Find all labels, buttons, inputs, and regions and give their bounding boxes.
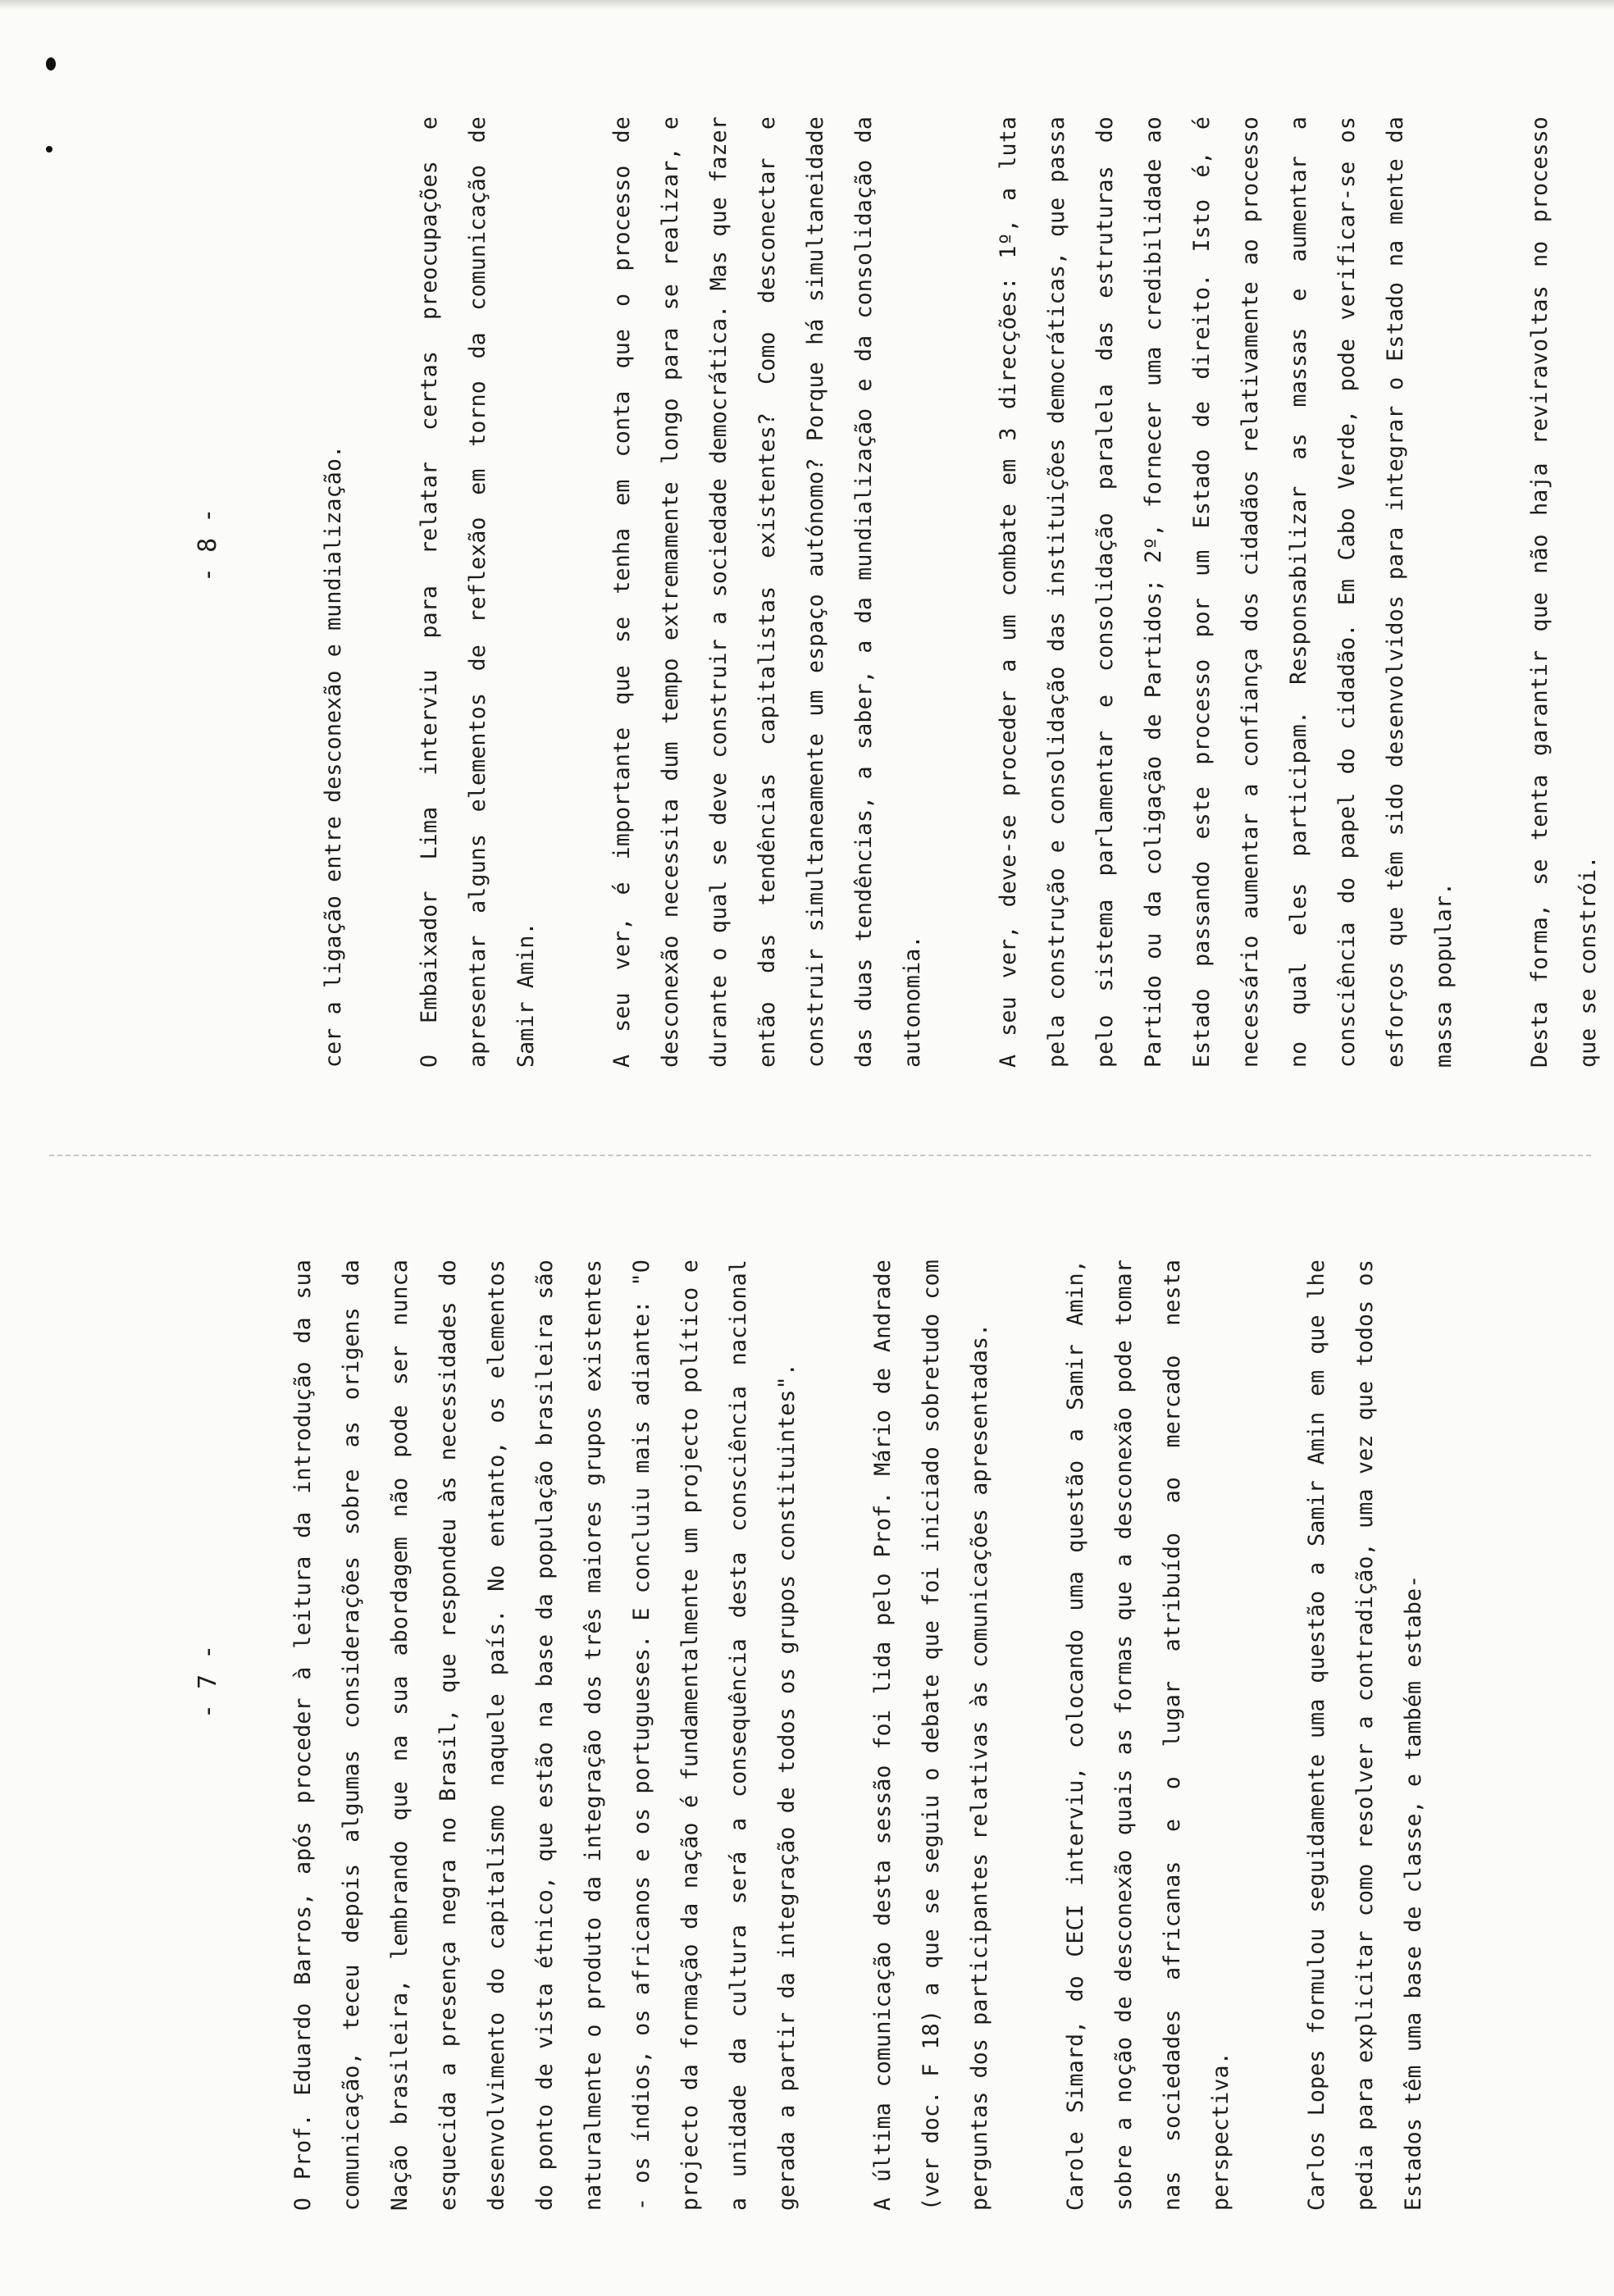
paragraph: O Embaixador Lima interviu para relatar certas preocupações e apresentar alguns elementos de reflexão em torno da comunicação de Samir Amin. bbox=[417, 116, 539, 1068]
page-number-right: - 8 - bbox=[194, 508, 222, 582]
left-page-text bbox=[279, 1260, 1485, 2211]
paragraph: A última comunicação desta sessão foi lida pelo Prof. Mário de Andrade (ver doc. F 18) a que se seguiu o debate que foi iniciado sobretudo com perguntas dos participantes relativas às comunicações apresentadas. bbox=[870, 1260, 992, 2211]
paragraph: O Prof. Eduardo Barros, após proceder à leitura da introdução da sua comunicação, teceu depois algumas considerações sobre as origens da Nação brasileira, lembrando que na sua abordagem não pode ser nunca esquecida a presença negra no Brasil, que respondeu às necessidades do desenvolvimento do capitalismo naquele país. No entanto, os elementos do ponto de vista étnico, que estão na base da população brasileira são naturalmente o produto da integração dos três maiores grupos existentes - os índios, os africanos e os portugueses. E concluiu mais adiante: "O projecto da formação da nação é fundamentalmente um projecto político e a unidade da cultura será a consequência desta consciência nacional gerada a partir da integração de todos os grupos constituintes". bbox=[290, 1260, 800, 2211]
page-number-left: - 7 - bbox=[194, 1644, 222, 1719]
paragraph: Desta forma, se tenta garantir que não haja reviravoltas no processo que se constrói. bbox=[1527, 116, 1601, 1068]
paragraph: A seu ver, é importante que se tenha em conta que o processo de desconexão necessita dum tempo extremamente longo para se realizar, e durante o qual se deve construir a sociedade democrática. Mas que fazer então das tendências capitalistas existentes? Como desconectar e construir simultaneamente um espaço autónomo? Porque há simultaneidade das duas tendências, a saber, a da mundialização e da consolidação da autonomia. bbox=[609, 116, 925, 1068]
paragraph: A seu ver, deve-se proceder a um combate em 3 direcções: 1º, a luta pela construção e consolidação das instituições democráticas, que passa pelo sistema parlamentar e consolidação paralela das estruturas do Partido ou da coligação de Partidos; 2º, fornecer uma credibilidade ao Estado passando este processo por um Estado de direito. Isto é, é necessário aumentar a confiança dos cidadãos relativamente ao processo no qual eles participam. Responsabilizar as massas e aumentar a consciência do papel do cidadão. Em Cabo Verde, pode verificar-se os esforços que têm sido desenvolvidos para integrar o Estado na mente da massa popular. bbox=[996, 116, 1457, 1068]
right-page-text bbox=[309, 116, 1614, 1068]
paragraph: cer a ligação entre desconexão e mundialização. bbox=[321, 444, 346, 1068]
page-fold-line bbox=[49, 1155, 1591, 1156]
paragraph: Carole Simard, do CECI interviu, colocando uma questão a Samir Amin, sobre a noção de desconexão quais as formas que a desconexão pode tomar nas sociedades africanas e o lugar atribuído ao mercado nesta perspectiva. bbox=[1063, 1260, 1233, 2211]
paragraph: Carlos Lopes formulou seguidamente uma questão a Samir Amin em que lhe pedia para explicitar como resolver a contradição, uma vez que todos os Estados têm uma base de classe, e também estabe- bbox=[1304, 1260, 1426, 2211]
